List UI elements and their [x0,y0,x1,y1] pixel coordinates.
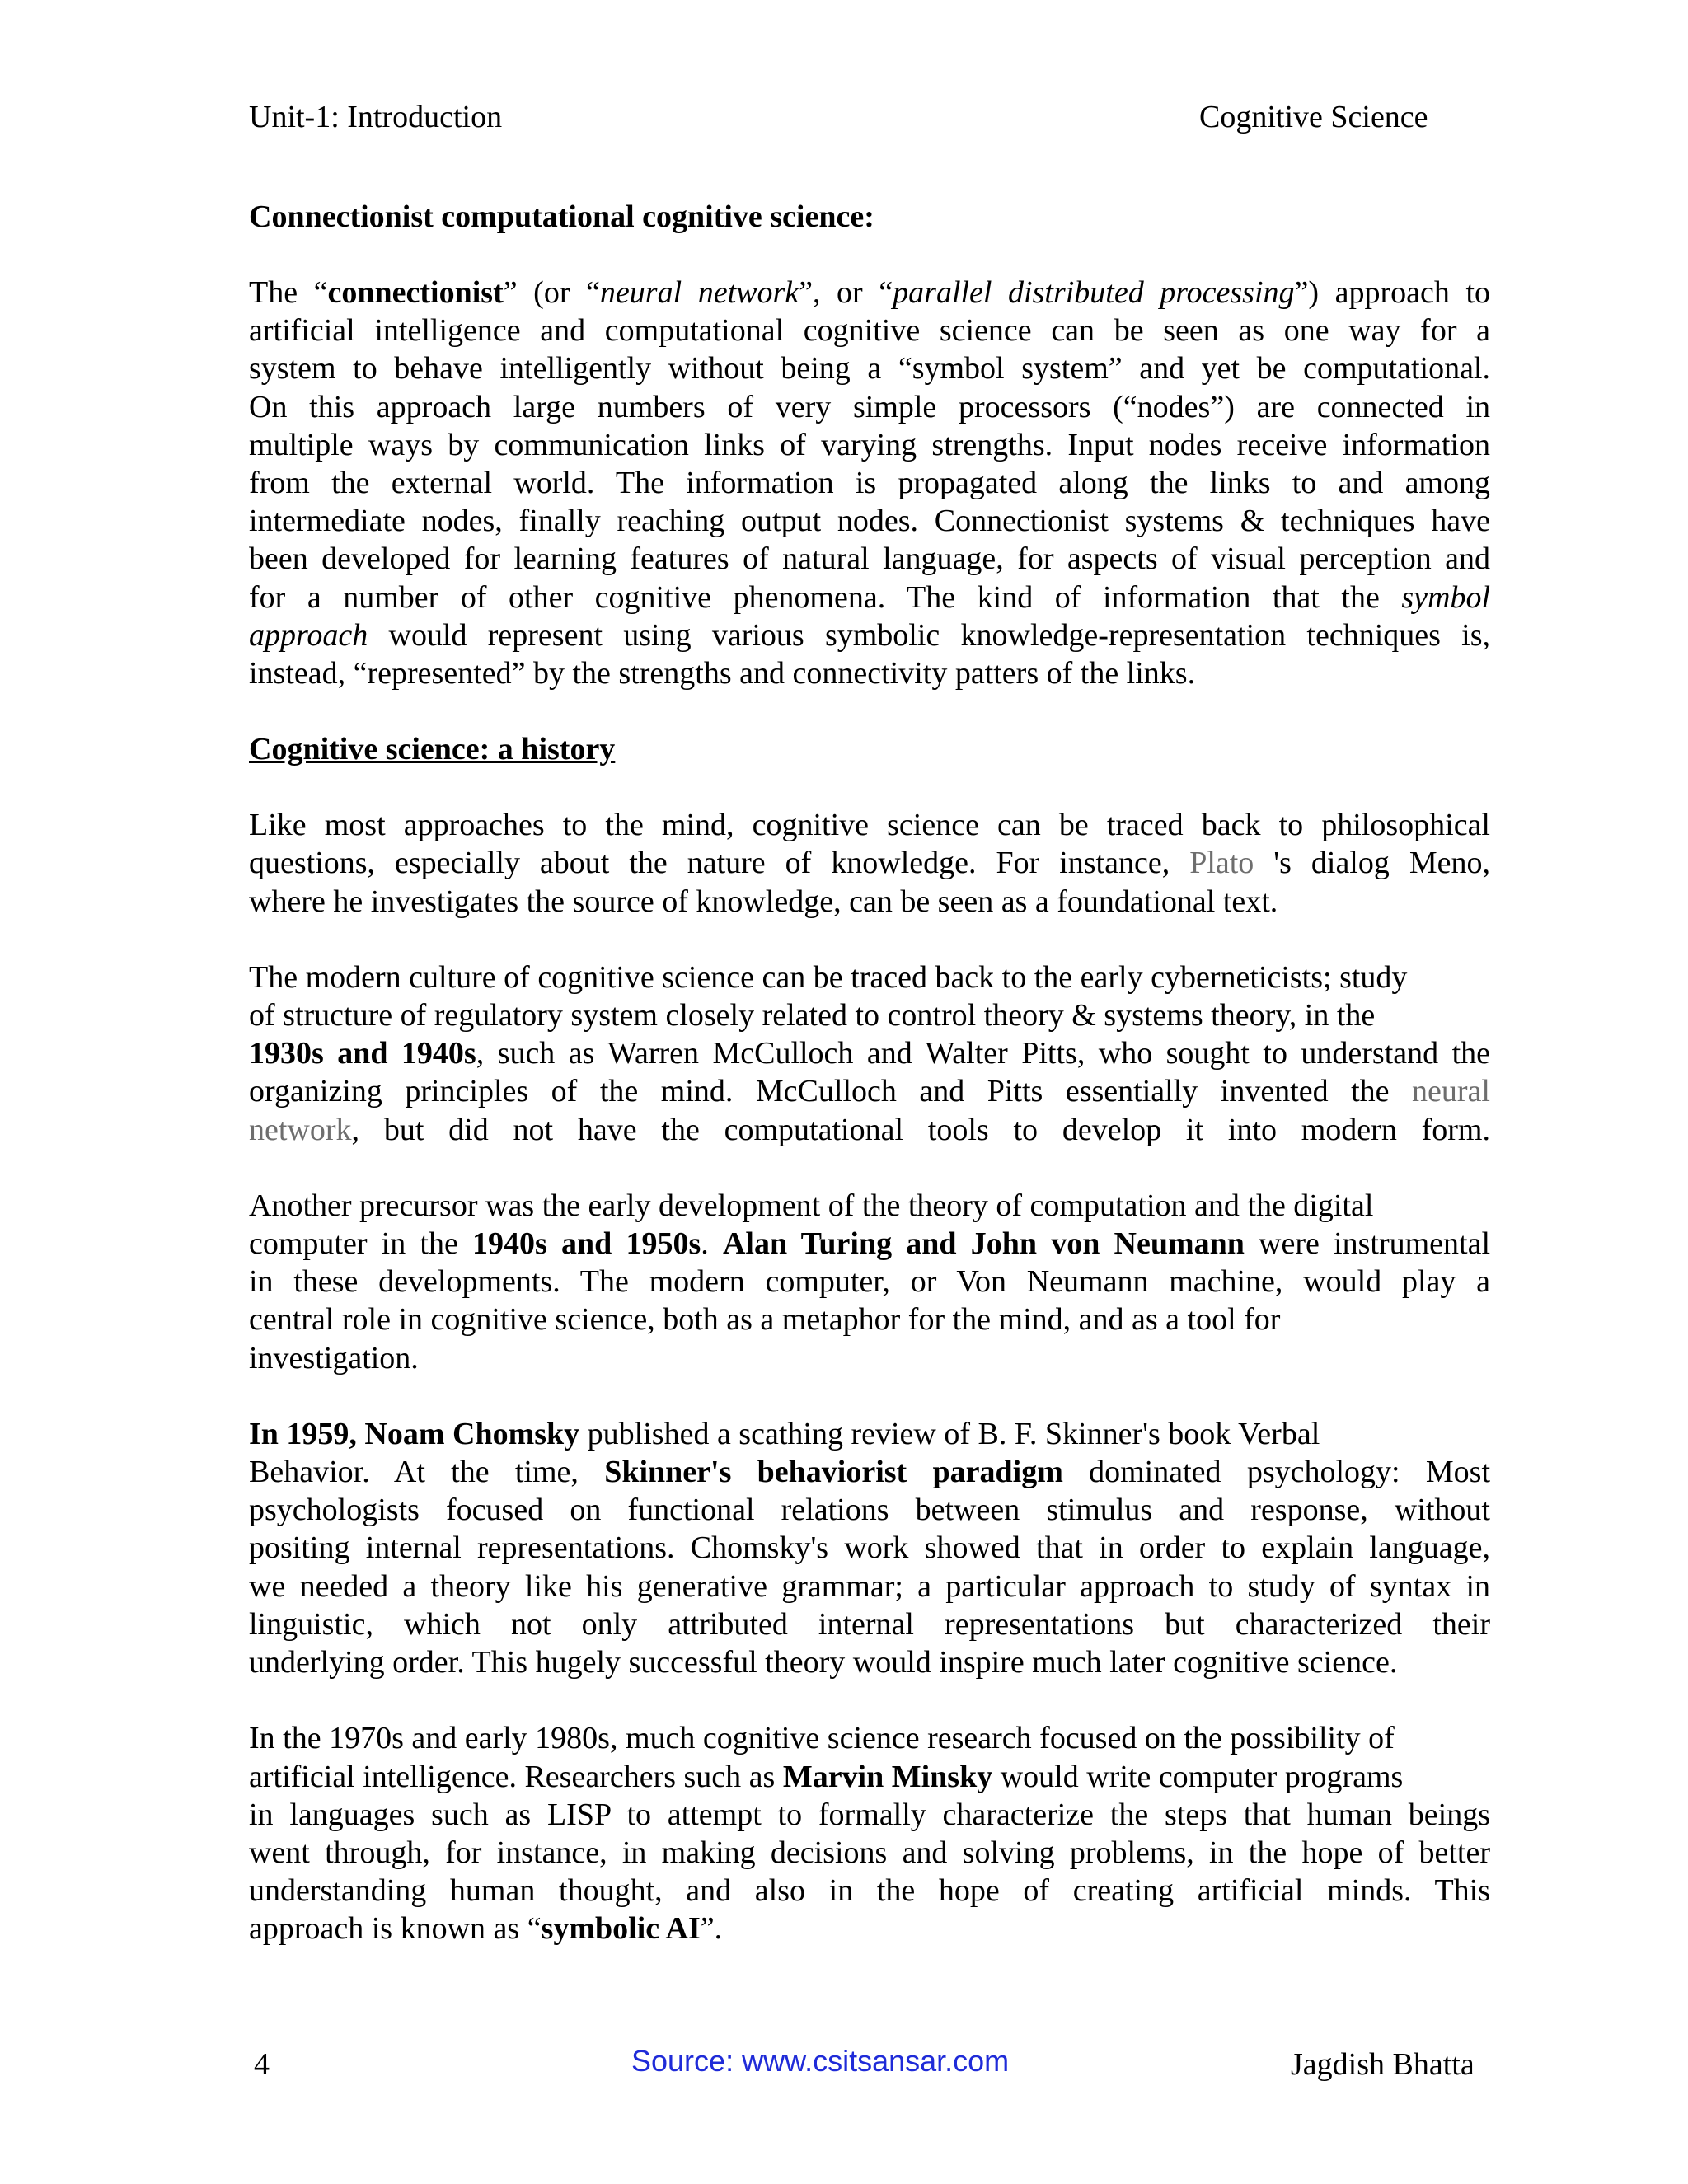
header-unit-title: Unit-1: Introduction [249,100,503,134]
text-line: from the external world. The information is propagated along the links to and among [249,466,1490,501]
text-line: of structure of regulatory system closely related to control theory & systems theory, in the [249,998,1376,1033]
text-line: The “connectionist” (or “neural network”, or “parallel distributed processing”) approach to [249,275,1491,310]
text-line: psychologists focused on functional relations between stimulus and response, without [249,1493,1490,1528]
text-line: Like most approaches to the mind, cognitive science can be traced back to philosophical [249,808,1490,843]
text-line: approach is known as “symbolic AI”. [249,1911,723,1947]
paragraph-cybernetics [249,958,1490,1149]
link-plato[interactable]: Plato [1189,846,1254,881]
paragraph-chomsky [249,1415,1490,1681]
text-line: system to behave intelligently without being a “symbol system” and yet be computational. [249,351,1490,387]
text-line: underlying order. This hugely successful theory would inspire much later cognitive science. [249,1645,1398,1680]
paragraph-symbolic-ai [249,1719,1490,1947]
section-title-history: Cognitive science: a history [249,732,616,767]
text-line: understanding human thought, and also in the hope of creating artificial minds. This [249,1873,1490,1909]
text-line: where he investigates the source of knowledge, can be seen as a foundational text. [249,883,1278,919]
source-link[interactable]: Source: www.csitsansar.com [631,2044,1010,2078]
text-line: organizing principles of the mind. McCulloch and Pitts essentially invented the neural [249,1074,1490,1109]
text-line: linguistic, which not only attributed internal representations but characterized their [249,1606,1490,1642]
text-line: questions, especially about the nature of knowledge. For instance, Plato 's dialog Meno, [249,846,1490,881]
link-neural-network[interactable]: neural [1412,1074,1490,1109]
text-line: been developed for learning features of natural language, for aspects of visual perception and [249,541,1490,577]
paragraph-plato [249,806,1490,921]
text-line: central role in cognitive science, both as a metaphor for the mind, and as a tool for [249,1302,1281,1338]
text-line: investigation. [249,1340,419,1376]
text-line: for a number of other cognitive phenomena. The kind of information that the symbol [249,579,1490,615]
text-line: 1930s and 1940s, such as Warren McCulloch and Walter Pitts, who sought to understand the [249,1036,1490,1071]
text-line: positing internal representations. Chomsky's work showed that in order to explain language, [249,1530,1490,1566]
text-line: The modern culture of cognitive science can be traced back to the early cyberneticists; study [249,959,1408,995]
text-line: On this approach large numbers of very simple processors (“nodes”) are connected in [249,389,1490,424]
paragraph-connectionist [249,274,1490,692]
text-line: approach would represent using various symbolic knowledge-representation techniques is, [249,617,1490,653]
text-line: in these developments. The modern computer, or Von Neumann machine, would play a [249,1264,1490,1300]
text-line: computer in the 1940s and 1950s. Alan Turing and John von Neumann were instrumental [249,1226,1491,1262]
text-line: we needed a theory like his generative grammar; a particular approach to study of syntax in [249,1568,1490,1604]
section-title-connectionist: Connectionist computational cognitive science: [249,199,874,234]
text-line: network, but did not have the computational tools to develop it into modern form. [249,1112,1490,1147]
text-line: artificial intelligence and computational cognitive science can be seen as one way for a [249,313,1490,349]
page-number: 4 [254,2047,270,2082]
paragraph-computation [249,1187,1490,1377]
text-line: instead, “represented” by the strengths and connectivity patters of the links. [249,656,1196,691]
text-line: Behavior. At the time, Skinner's behaviorist paradigm dominated psychology: Most [249,1455,1491,1490]
link-neural-network-cont[interactable]: network [249,1112,352,1147]
header-course-title: Cognitive Science [1199,100,1428,134]
text-line: Another precursor was the early development of the theory of computation and the digital [249,1188,1374,1223]
text-line: In 1959, Noam Chomsky published a scathing review of B. F. Skinner's book Verbal [249,1416,1320,1451]
text-line: intermediate nodes, finally reaching output nodes. Connectionist systems & techniques have [249,504,1490,539]
text-line: In the 1970s and early 1980s, much cognitive science research focused on the possibility of [249,1721,1395,1756]
text-line: multiple ways by communication links of varying strengths. Input nodes receive information [249,427,1490,462]
author-name: Jagdish Bhatta [1291,2047,1475,2082]
text-line: in languages such as LISP to attempt to formally characterize the steps that human beings [249,1797,1490,1832]
text-line: artificial intelligence. Researchers such as Marvin Minsky would write computer programs [249,1759,1404,1794]
text-line: went through, for instance, in making decisions and solving problems, in the hope of better [249,1835,1490,1870]
page-body [249,198,1490,1948]
